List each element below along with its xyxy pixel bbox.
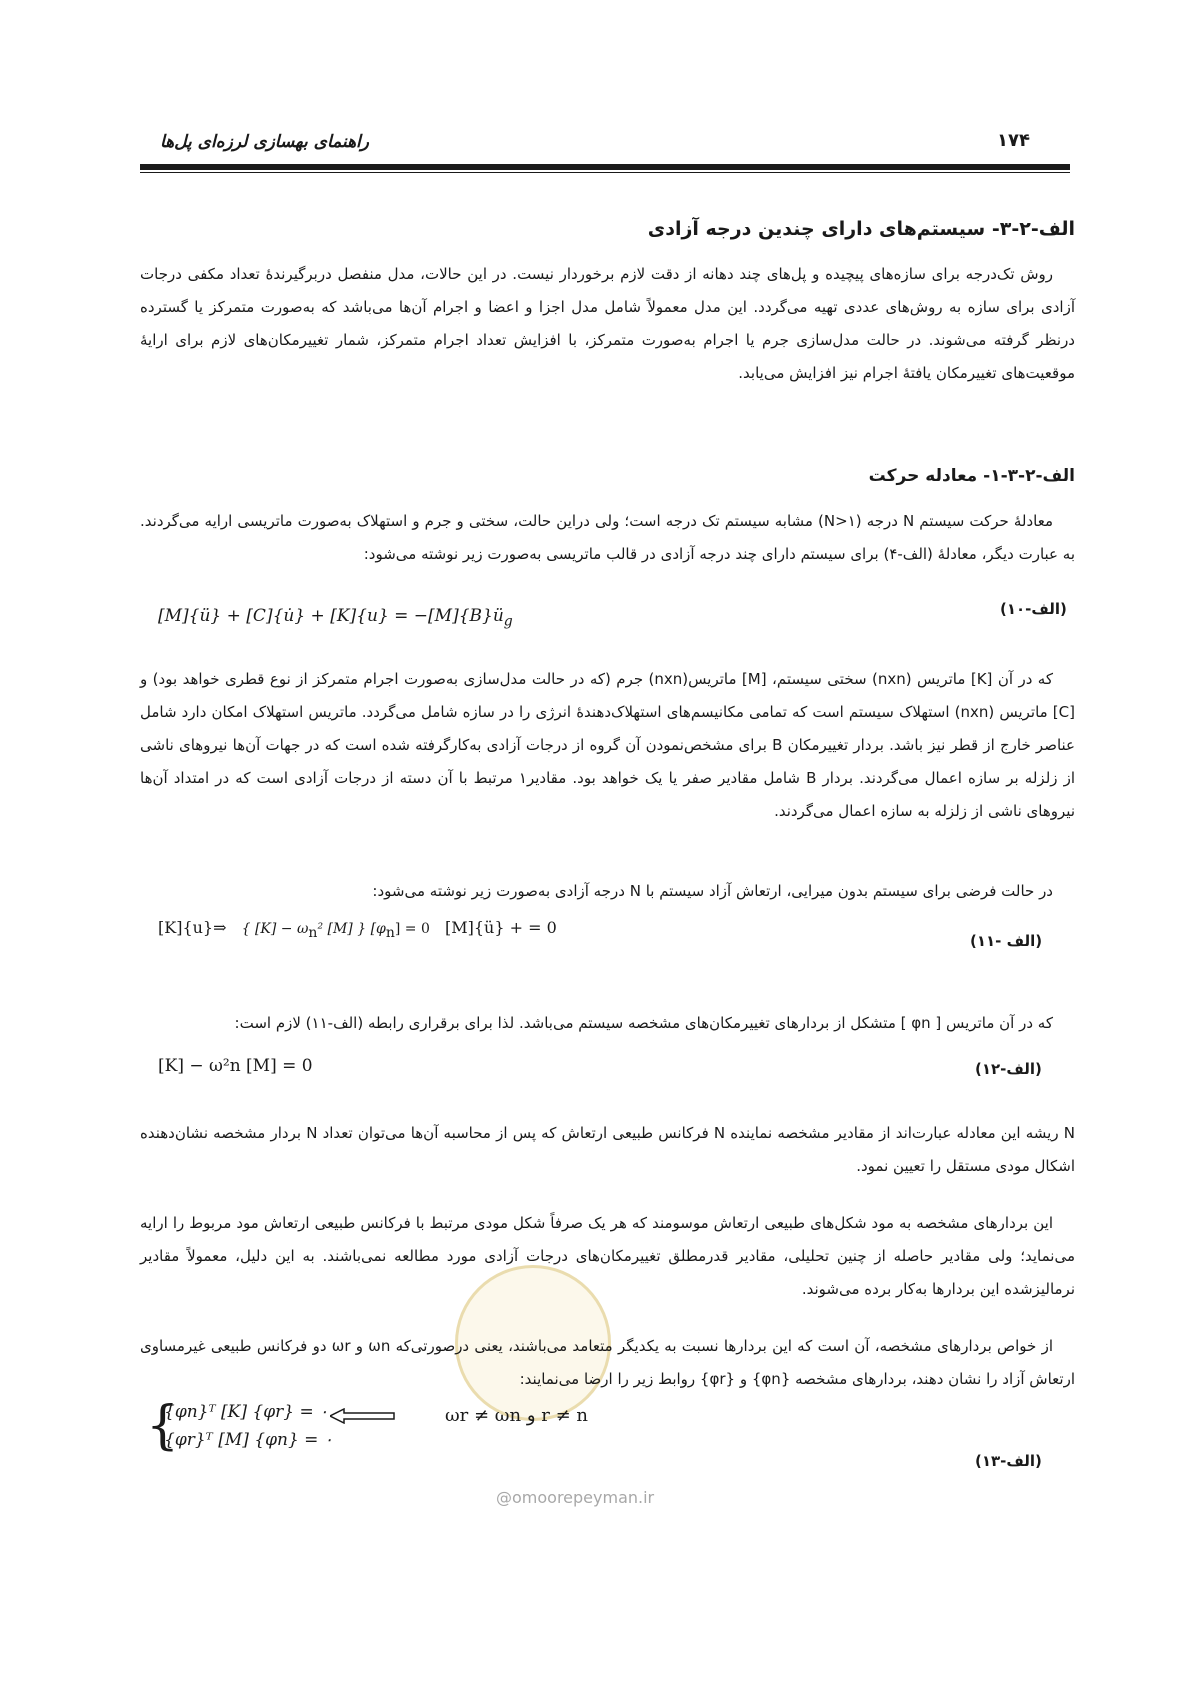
page-number: ۱۷۴: [997, 130, 1030, 151]
watermark-text: @omoorepeyman.ir: [496, 1488, 655, 1507]
equation-13-line1: {φn}ᵀ [K] {φr} = ۰: [164, 1402, 329, 1422]
header-rule-thin: [140, 172, 1070, 173]
equation-10-sub: g: [503, 613, 513, 630]
paragraph: معادلۀ حرکت سیستم N درجه (N>۱) مشابه سیستم تک درجه است؛ ولی دراین حالت، سختی و جرم و استهلاک به‌صورت ماتریسی ارایه می‌گردند. به عبارت دیگر، معادلۀ (الف-۴) برای سیستم دارای چند درجه آزادی در قالب ماتریسی به‌صورت زیر نوشته می‌شود:: [140, 512, 1075, 563]
equation-11-sub-n2: n: [385, 925, 395, 942]
equation-12-label: (الف-۱۲): [975, 1060, 1042, 1078]
subsection-heading: الف-۲-۳-۱- معادله حرکت: [868, 466, 1075, 486]
equation-13-condition: ωr ≠ ωn و r ≠ n: [445, 1405, 588, 1426]
equation-11-rhs: [M]{ü} + = 0: [444, 918, 557, 937]
running-header-title: راهنمای بهسازی لرزه‌ای پل‌ها: [160, 132, 369, 152]
equation-11-mid: { [K] − ω: [241, 921, 309, 937]
equation-11: [158, 918, 557, 941]
paragraph: این بردارهای مشخصه به مود شکل‌های طبیعی ارتعاش موسومند که هر یک صرفاً شکل مودی مرتبط با فرکانس طبیعی ارتعاش مود مربوط را ارایه می‌نماید؛ ولی مقادیر حاصله از چنین تحلیلی، مقادیر قدرمطلق تغییرمکان‌های درجات آزادی مورد مطالعه نمی‌باشند. به این دلیل، معمولاً مقادیر نرمالیزشده این بردارها به‌کار برده می‌شوند.: [140, 1214, 1075, 1298]
paragraph: N ریشه این معادله عبارت‌اند از مقادیر مشخصه نماینده N فرکانس طبیعی ارتعاش که پس از محاسبه آن‌ها می‌توان تعداد N بردار مشخصه نشان‌دهنده اشکال مودی مستقل را تعیین نمود.: [140, 1124, 1075, 1175]
equation-13-brace: {: [146, 1396, 180, 1456]
equation-10: [158, 606, 513, 629]
equation-11-sub-n: n: [308, 925, 318, 942]
paragraph: که در آن [K] ماتریس (nxn) سختی سیستم، [M] ماتریس(nxn) جرم (که در حالت مدل‌سازی به‌صورت اجرام متمرکز از نوع قطری خواهد بود) و [C] ماتریس (nxn) استهلاک سیستم است که تمامی مکانیسم‌های استهلاک‌دهندۀ انرژی را در سازه شامل می‌گردد. ماتریس استهلاک امکان دارد شامل عناصر خارج از قطر نیز باشد. بردار تغییرمکان B برای مشخص‌نمودن آن گروه از درجات آزادی به‌کارگرفته شده است که در جهات آن‌ها نیروهای ناشی از زلزله بر سازه اعمال می‌گردند. بردار B شامل مقادیر صفر یا یک خواهد بود. مقادیر۱ مرتبط با آن دسته از درجات آزادی است که در امتداد آن‌ها نیروهای ناشی از زلزله به سازه اعمال می‌گردند.: [140, 670, 1075, 820]
equation-11-eq: ] = 0: [394, 921, 430, 937]
equation-10-label: (الف-۱۰): [1000, 600, 1067, 618]
equation-10-body: [M]{ü} + [C]{u̇} + [K]{u} = −[M]{B}ü: [158, 606, 504, 626]
paragraph: در حالت فرضی برای سیستم بدون میرایی، ارتعاش آزاد سیستم با N درجه آزادی به‌صورت زیر نوشته می‌شود:: [372, 882, 1053, 900]
header-rule: [140, 164, 1070, 170]
equation-11-lhs: [K]{u}⇒: [158, 918, 227, 937]
left-arrow-icon: [330, 1408, 396, 1424]
equation-12: [K] − ω²n [M] = 0: [158, 1056, 313, 1076]
section-heading: الف-۲-۳- سیستم‌های دارای چندین درجه آزادی: [647, 218, 1075, 240]
equation-13-label: (الف-۱۳): [975, 1452, 1042, 1470]
equation-11-label: (الف -۱۱): [970, 932, 1043, 950]
paragraph: روش تک‌درجه برای سازه‌های پیچیده و پل‌های چند دهانه از دقت لازم برخوردار نیست. در این حالات، مدل منفصل دربرگیرندۀ تعداد مکفی درجات آزادی برای سازه به روش‌های عددی تهیه می‌گردد. این مدل معمولاً شامل مدل اجزا و اعضا و اجرام آن‌ها می‌باشد که به‌صورت متمرکز یا گسترده درنظر گرفته می‌شوند. در حالت مدل‌سازی جرم یا اجرام به‌صورت متمرکز، با افزایش تعداد اجرام متمرکز، شمار تغییرمکان‌های لازم برای ارایۀ موقعیت‌های تغییرمکان یافتۀ اجرام نیز افزایش می‌یابد.: [140, 265, 1075, 382]
equation-13-line2: {φr}ᵀ [M] {φn} = ۰: [164, 1430, 333, 1450]
paragraph: که در آن ماتریس [ φn ] متشکل از بردارهای تغییرمکان‌های مشخصه سیستم می‌باشد. لذا برای برقراری رابطه (الف-۱۱) لازم است:: [234, 1014, 1053, 1032]
equation-11-mid2: ² [M] } [φ: [317, 921, 386, 937]
paragraph: از خواص بردارهای مشخصه، آن است که این بردارها نسبت به یکدیگر متعامد می‌باشند، یعنی درصورتی‌که ωn و ωr دو فرکانس طبیعی غیرمساوی ارتعاش آزاد را نشان دهند، بردارهای مشخصه {φn} و {φr} روابط زیر را ارضا می‌نمایند:: [140, 1337, 1075, 1388]
